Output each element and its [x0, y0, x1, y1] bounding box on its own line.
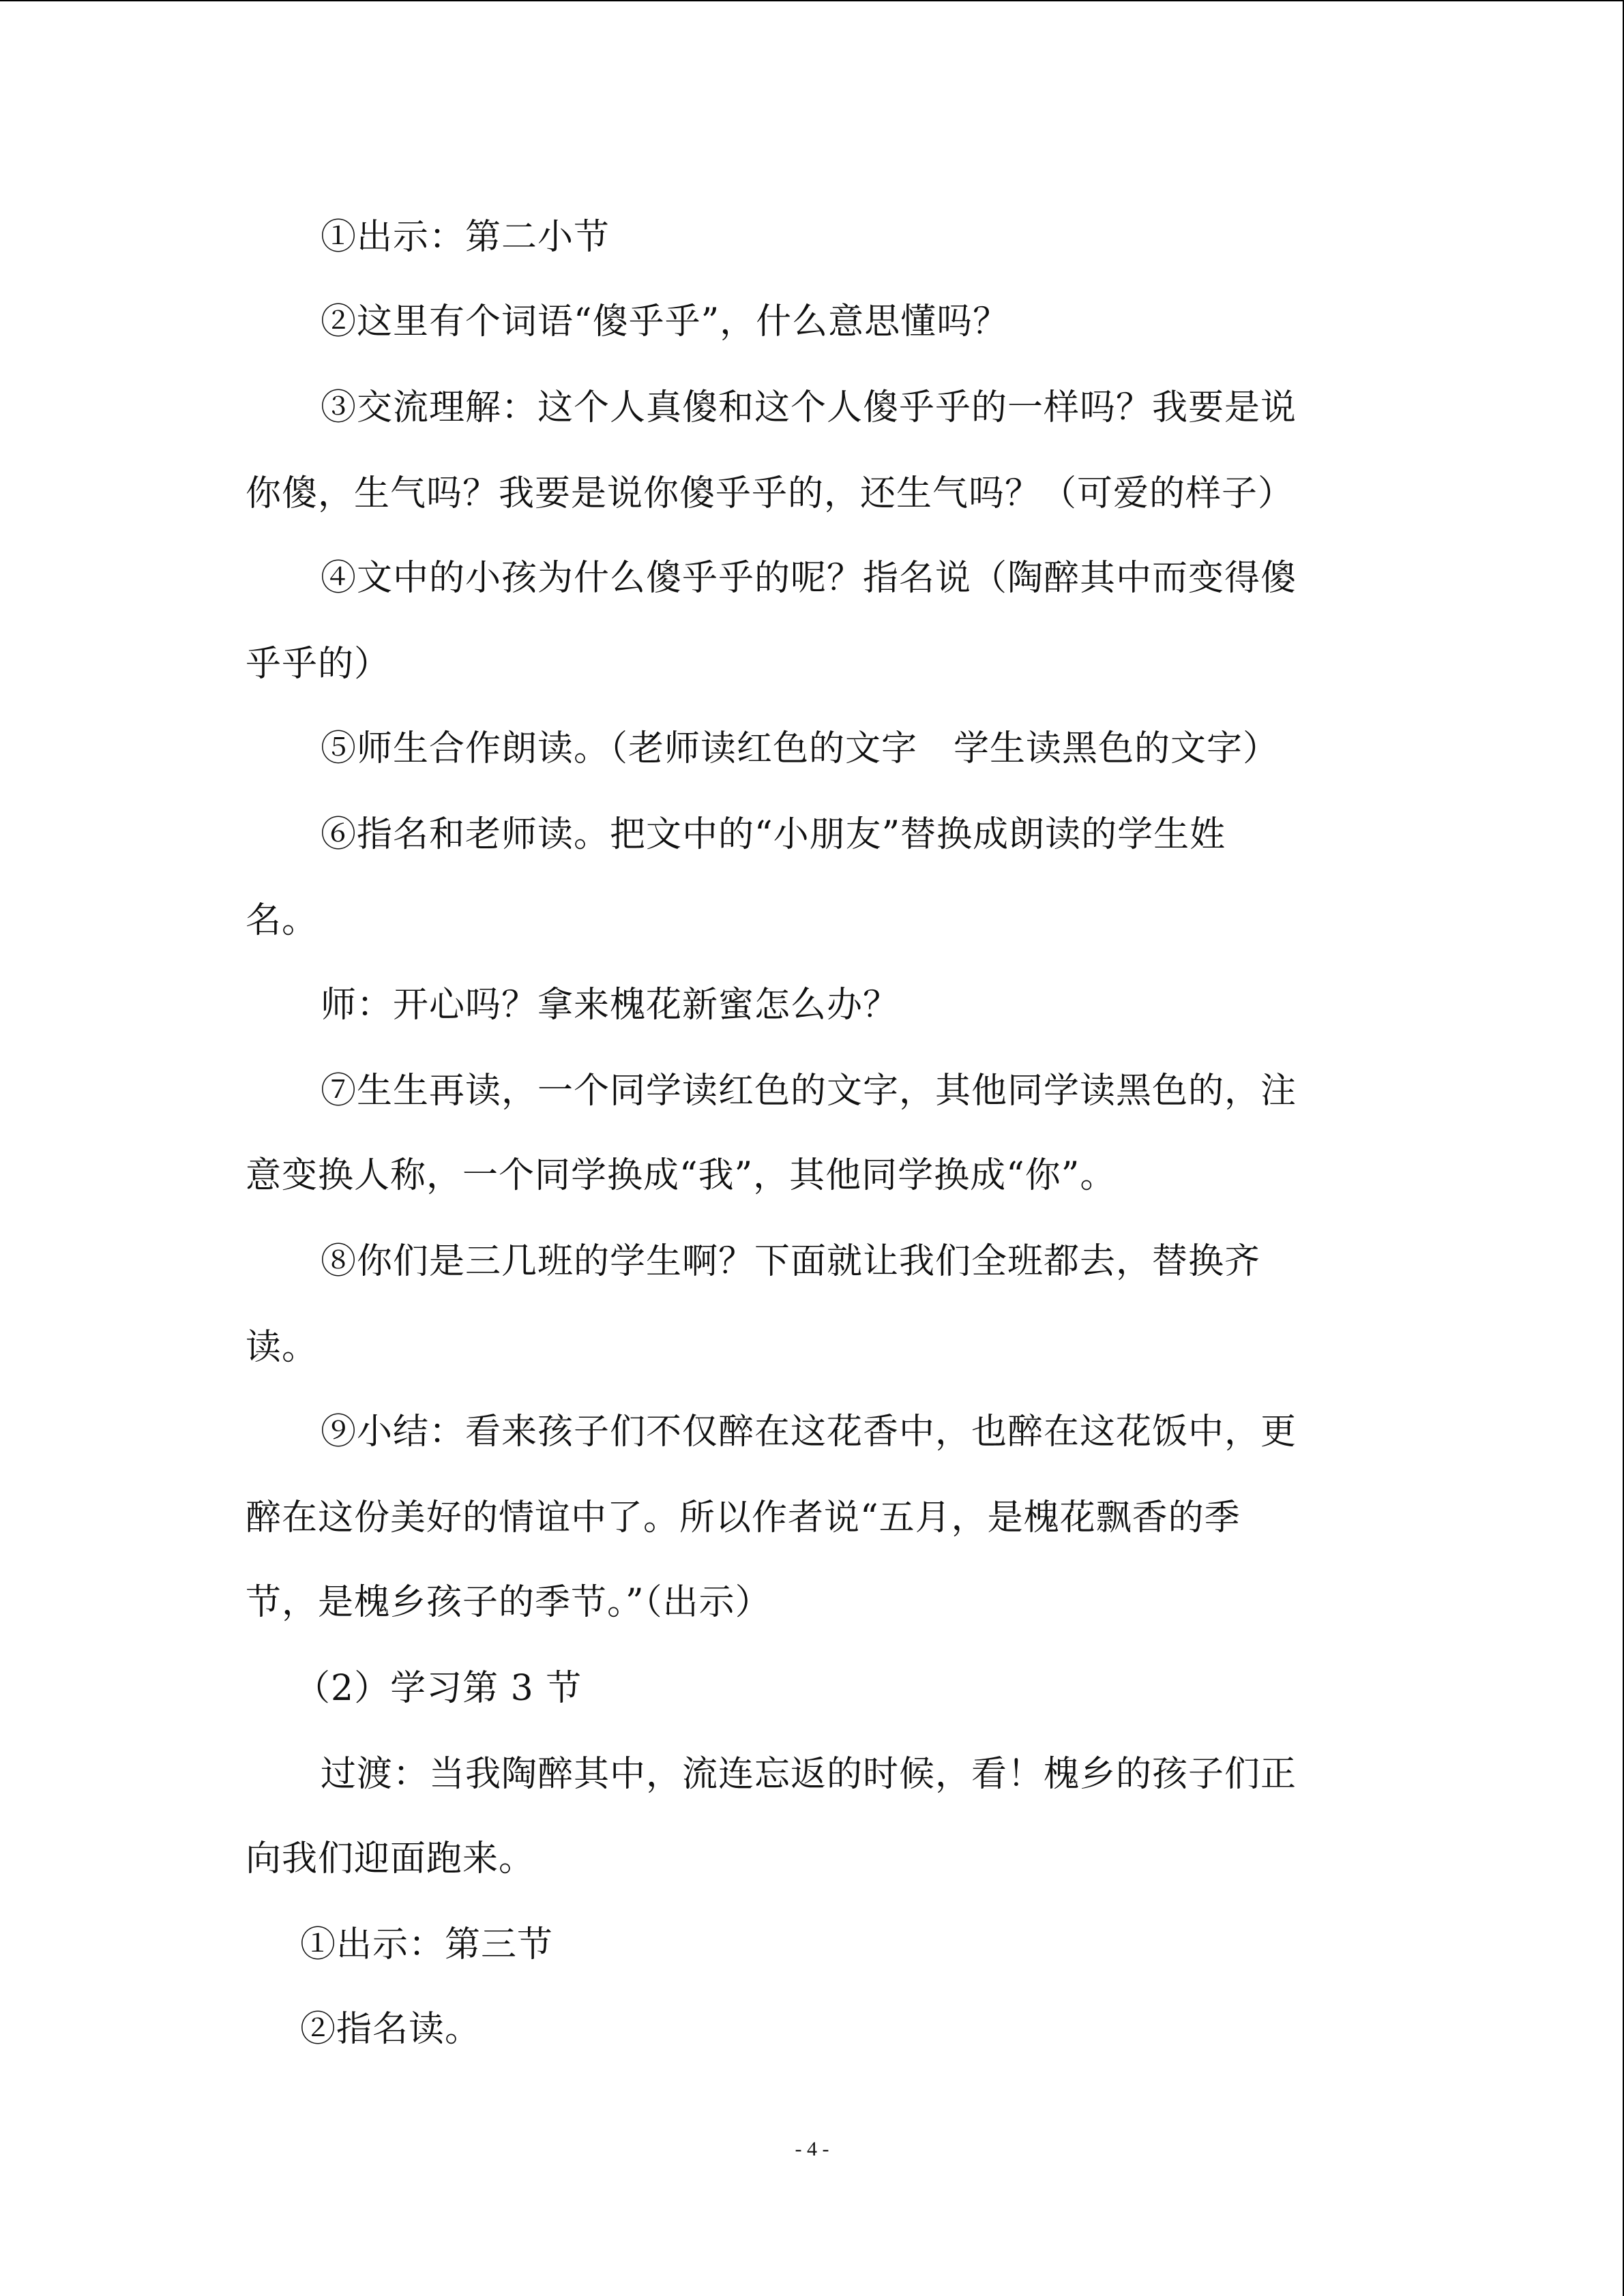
text-line: 节，是槐乡孩子的季节。”（出示）: [246, 1582, 771, 1623]
text-line: 你傻，生气吗？我要是说你傻乎乎的，还生气吗？（可爱的样子）: [246, 473, 1295, 514]
text-line: ⑧你们是三几班的学生啊？下面就让我们全班都去，替换齐: [321, 1241, 1261, 1282]
text-line: 名。: [246, 900, 319, 941]
text-line: 意变换人称，一个同学换成“我”，其他同学换成“你”。: [246, 1155, 1117, 1196]
text-line: ③交流理解：这个人真傻和这个人傻乎乎的一样吗？我要是说: [321, 387, 1297, 428]
section-heading: （2）学习第 3 节: [295, 1668, 582, 1709]
page-number: - 4 -: [795, 2138, 829, 2160]
text-line: ①出示：第三节: [300, 1924, 554, 1965]
text-line: ⑦生生再读，一个同学读红色的文字，其他同学读黑色的，注: [321, 1071, 1297, 1112]
text-line: ②这里有个词语“傻乎乎”，什么意思懂吗？: [321, 301, 1009, 342]
text-line: 醉在这份美好的情谊中了。所以作者说“五月，是槐花飘香的季: [246, 1497, 1241, 1538]
text-line: ①出示：第二小节: [321, 217, 610, 258]
text-line: ⑤师生合作朗读。（老师读红色的文字 学生读黑色的文字）: [321, 728, 1280, 769]
text-line: ⑨小结：看来孩子们不仅醉在这花香中，也醉在这花饭中，更: [321, 1412, 1297, 1452]
text-line: 向我们迎面跑来。: [246, 1838, 535, 1879]
text-line: 过渡：当我陶醉其中，流连忘返的时候，看！槐乡的孩子们正: [321, 1754, 1297, 1795]
text-line: ④文中的小孩为什么傻乎乎的呢？指名说（陶醉其中而变得傻: [321, 558, 1297, 599]
text-line: 师：开心吗？拿来槐花新蜜怎么办？: [321, 985, 900, 1026]
top-border: [0, 0, 1624, 1]
text-line: ②指名读。: [300, 2009, 482, 2050]
text-line: ⑥指名和老师读。把文中的“小朋友”替换成朗读的学生姓: [321, 814, 1226, 855]
text-line: 乎乎的）: [246, 644, 391, 685]
text-line: 读。: [246, 1327, 319, 1368]
